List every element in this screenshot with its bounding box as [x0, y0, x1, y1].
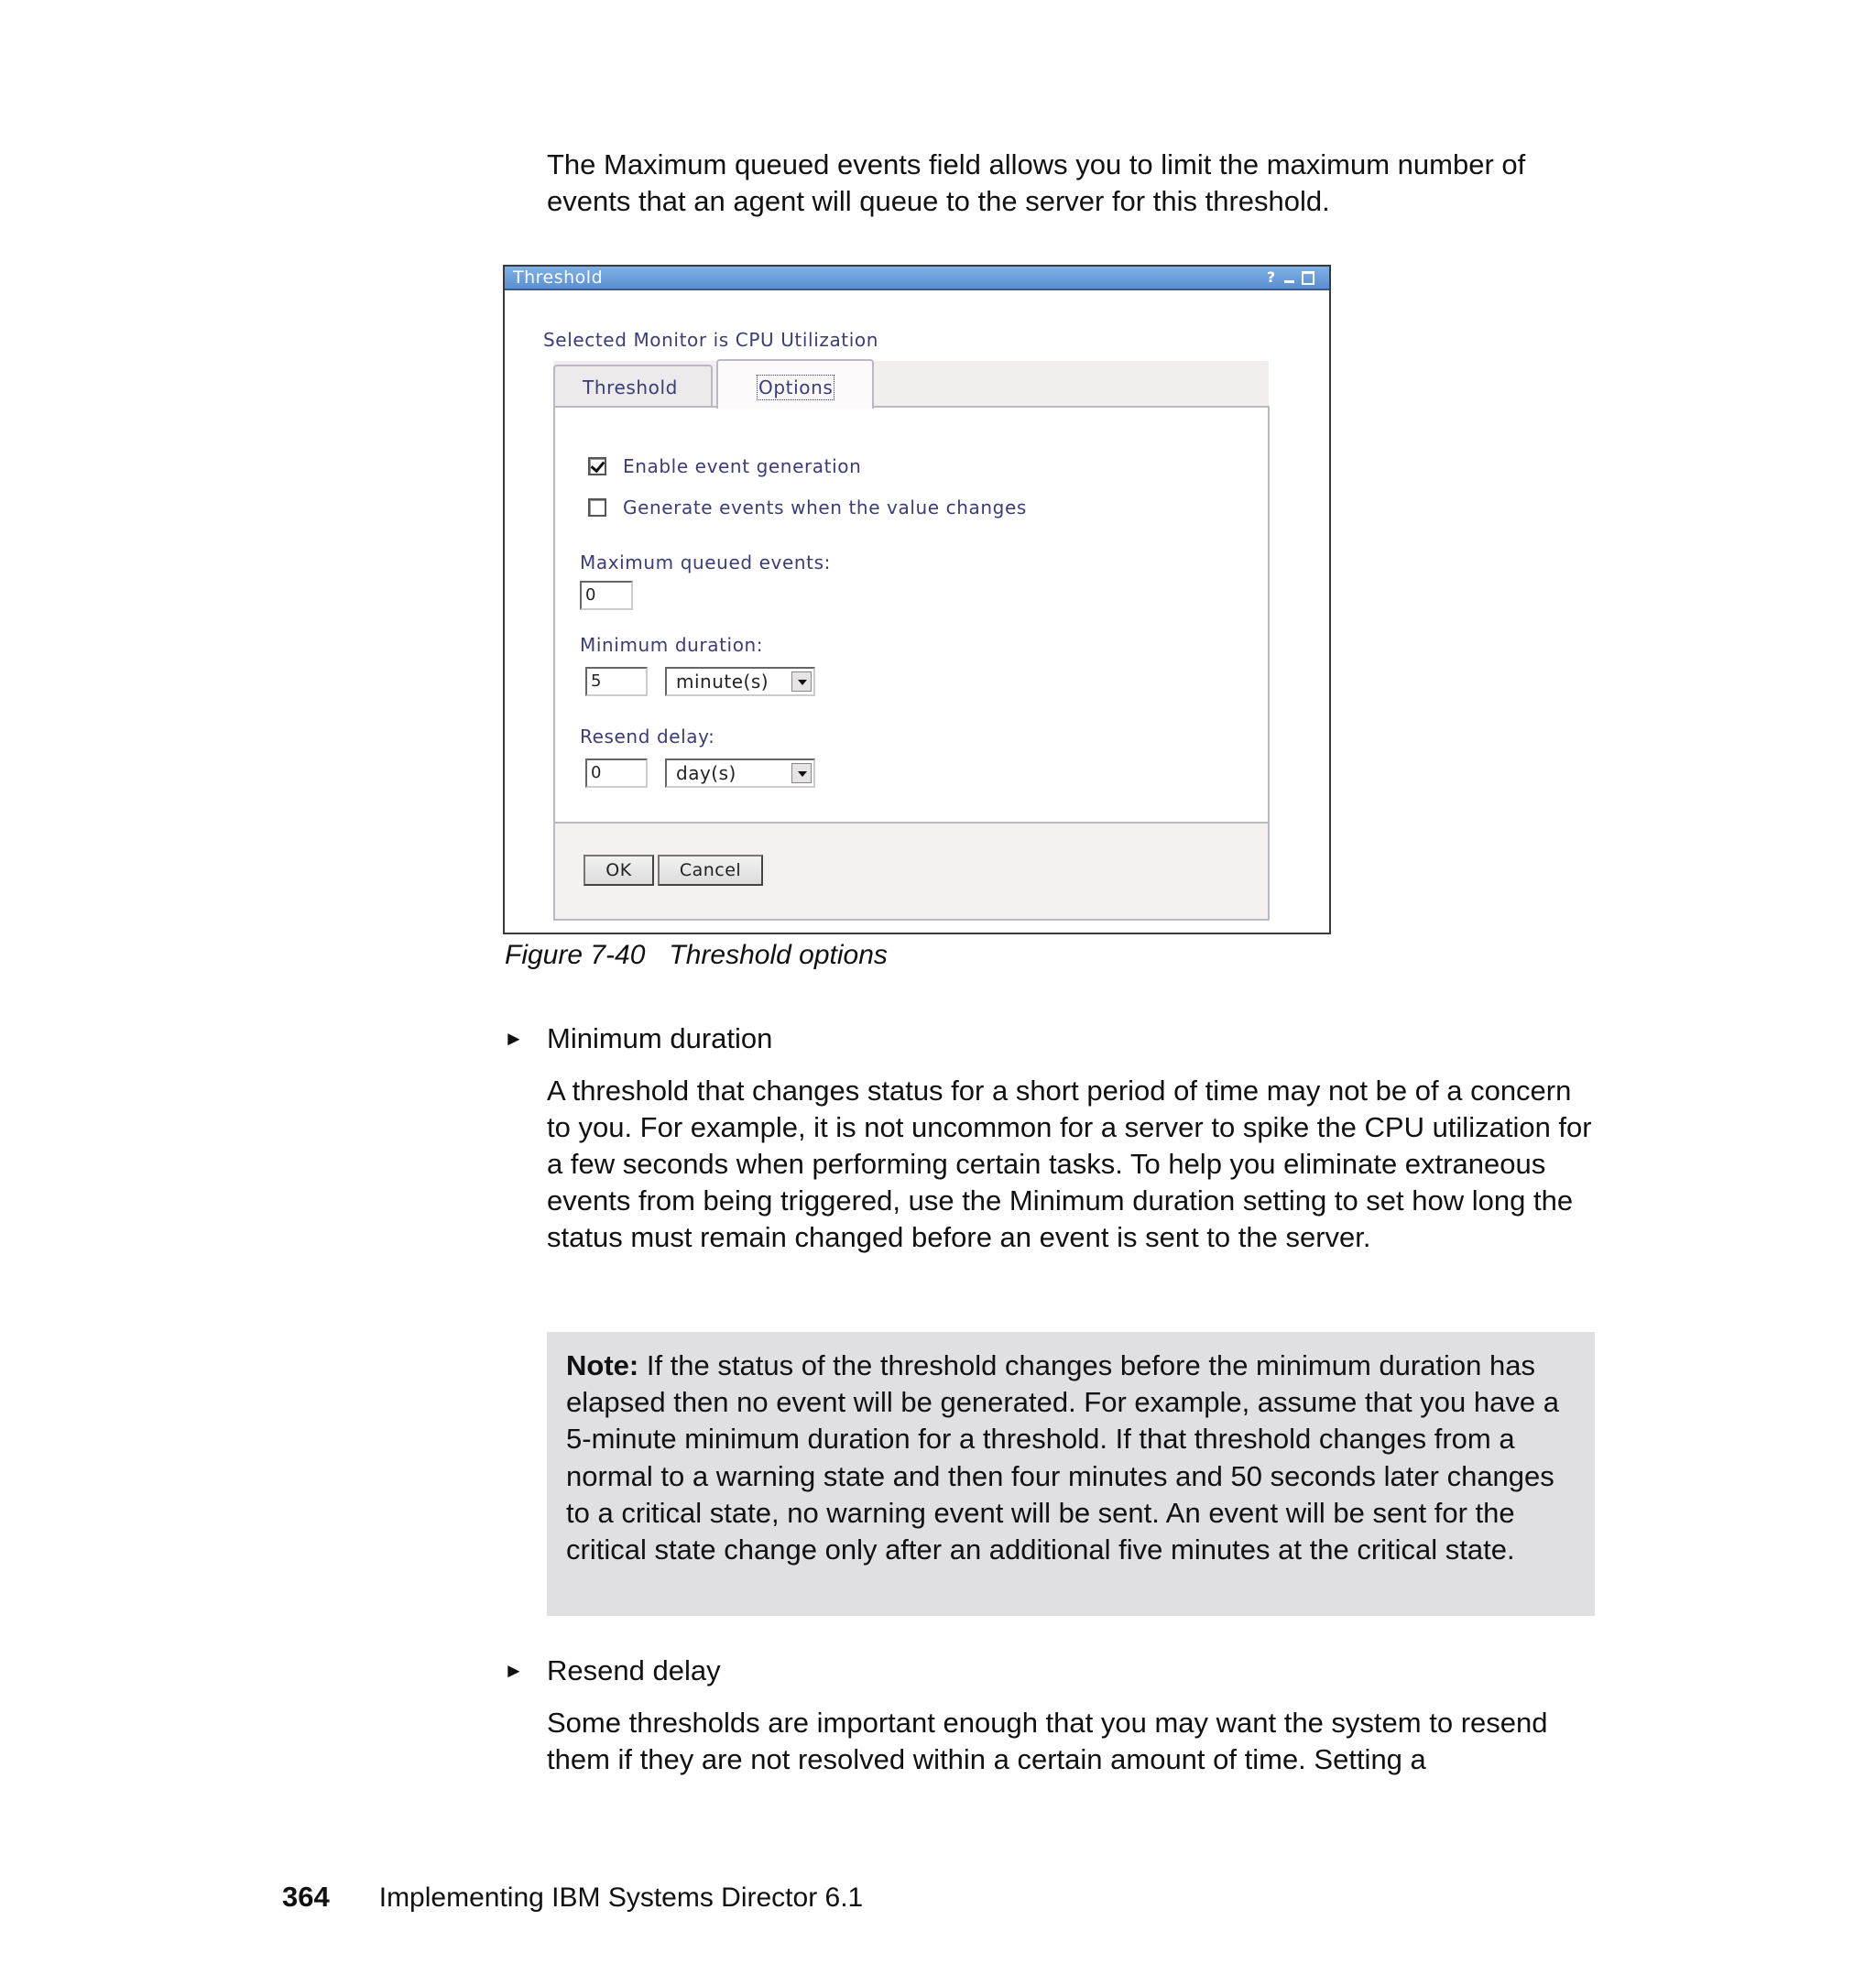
- intro-paragraph: The Maximum queued events field allows you to limit the maximum number of events that an agent will queue to the server for this threshold.: [547, 148, 1526, 217]
- threshold-dialog: [503, 265, 1331, 934]
- value-change-checkbox[interactable]: [588, 498, 606, 517]
- book-title: Implementing IBM Systems Director 6.1: [378, 1882, 864, 1913]
- page-footer: [282, 1881, 863, 1914]
- resend-delay-label: Resend delay:: [580, 726, 715, 747]
- page-number: 364: [282, 1881, 330, 1913]
- options-panel: [553, 406, 1270, 921]
- dialog-titlebar: [505, 267, 1329, 290]
- min-duration-input[interactable]: 5: [585, 667, 648, 696]
- resend-delay-heading: Resend delay: [547, 1654, 721, 1686]
- note-box: [547, 1332, 1595, 1616]
- bullet-arrow-icon: ►: [504, 1659, 524, 1682]
- tab-threshold-label: Threshold: [583, 376, 678, 398]
- max-queued-input[interactable]: 0: [580, 581, 633, 610]
- resend-delay-unit-value: day(s): [676, 762, 736, 784]
- chevron-down-icon[interactable]: [791, 763, 812, 783]
- resend-delay-unit-select[interactable]: [665, 758, 815, 788]
- note-label: Note:: [566, 1349, 639, 1381]
- chevron-down-icon[interactable]: [791, 671, 812, 692]
- tab-options[interactable]: [716, 359, 874, 409]
- dialog-button-bar: [555, 822, 1268, 919]
- tab-threshold[interactable]: [553, 365, 713, 407]
- min-duration-unit-select[interactable]: [665, 667, 815, 696]
- maximize-icon[interactable]: [1300, 269, 1315, 285]
- min-duration-unit-value: minute(s): [676, 671, 769, 693]
- min-duration-heading: Minimum duration: [547, 1022, 773, 1054]
- max-queued-label: Maximum queued events:: [580, 551, 831, 573]
- resend-delay-paragraph: Some thresholds are important enough that you may want the system to resend them if they are not resolved within a certain amount of time. Setting a: [547, 1707, 1548, 1775]
- cancel-button[interactable]: Cancel: [658, 855, 763, 886]
- selected-monitor-label: Selected Monitor is CPU Utilization: [543, 329, 879, 351]
- figure-number: Figure 7-40: [505, 940, 646, 970]
- enable-event-label: Enable event generation: [623, 455, 862, 477]
- help-icon[interactable]: ?: [1266, 268, 1276, 286]
- value-change-label: Generate events when the value changes: [623, 496, 1027, 518]
- bullet-arrow-icon: ►: [504, 1027, 524, 1050]
- tab-options-label: Options: [758, 376, 834, 398]
- min-duration-label: Minimum duration:: [580, 634, 764, 656]
- min-duration-paragraph: A threshold that changes status for a short period of time may not be of a concern to you. For example, it is not uncommon for a server to spike the CPU utilization for a few seconds when performing certain tasks. To help you eliminate extraneous events from being triggered, use the Minimum duration setting to set how long the status must remain changed before an event is sent to the server.: [547, 1075, 1592, 1253]
- resend-delay-input[interactable]: 0: [585, 758, 648, 788]
- figure-caption: [505, 940, 888, 971]
- ok-button[interactable]: OK: [584, 855, 654, 886]
- minimize-icon[interactable]: [1282, 269, 1297, 285]
- note-text: If the status of the threshold changes before the minimum duration has elapsed then no event will be generated. For example, assume that you have a 5-minute minimum duration for a threshold. If that threshold changes from a normal to a warning state and then four minutes and 50 seconds later changes to a critical state, no warning event will be sent. An event will be sent for the critical state change only after an additional five minutes at the critical state.: [566, 1349, 1559, 1566]
- dialog-title: Threshold: [513, 267, 604, 288]
- enable-event-checkbox[interactable]: [588, 457, 606, 475]
- figure-title: Threshold options: [669, 940, 888, 970]
